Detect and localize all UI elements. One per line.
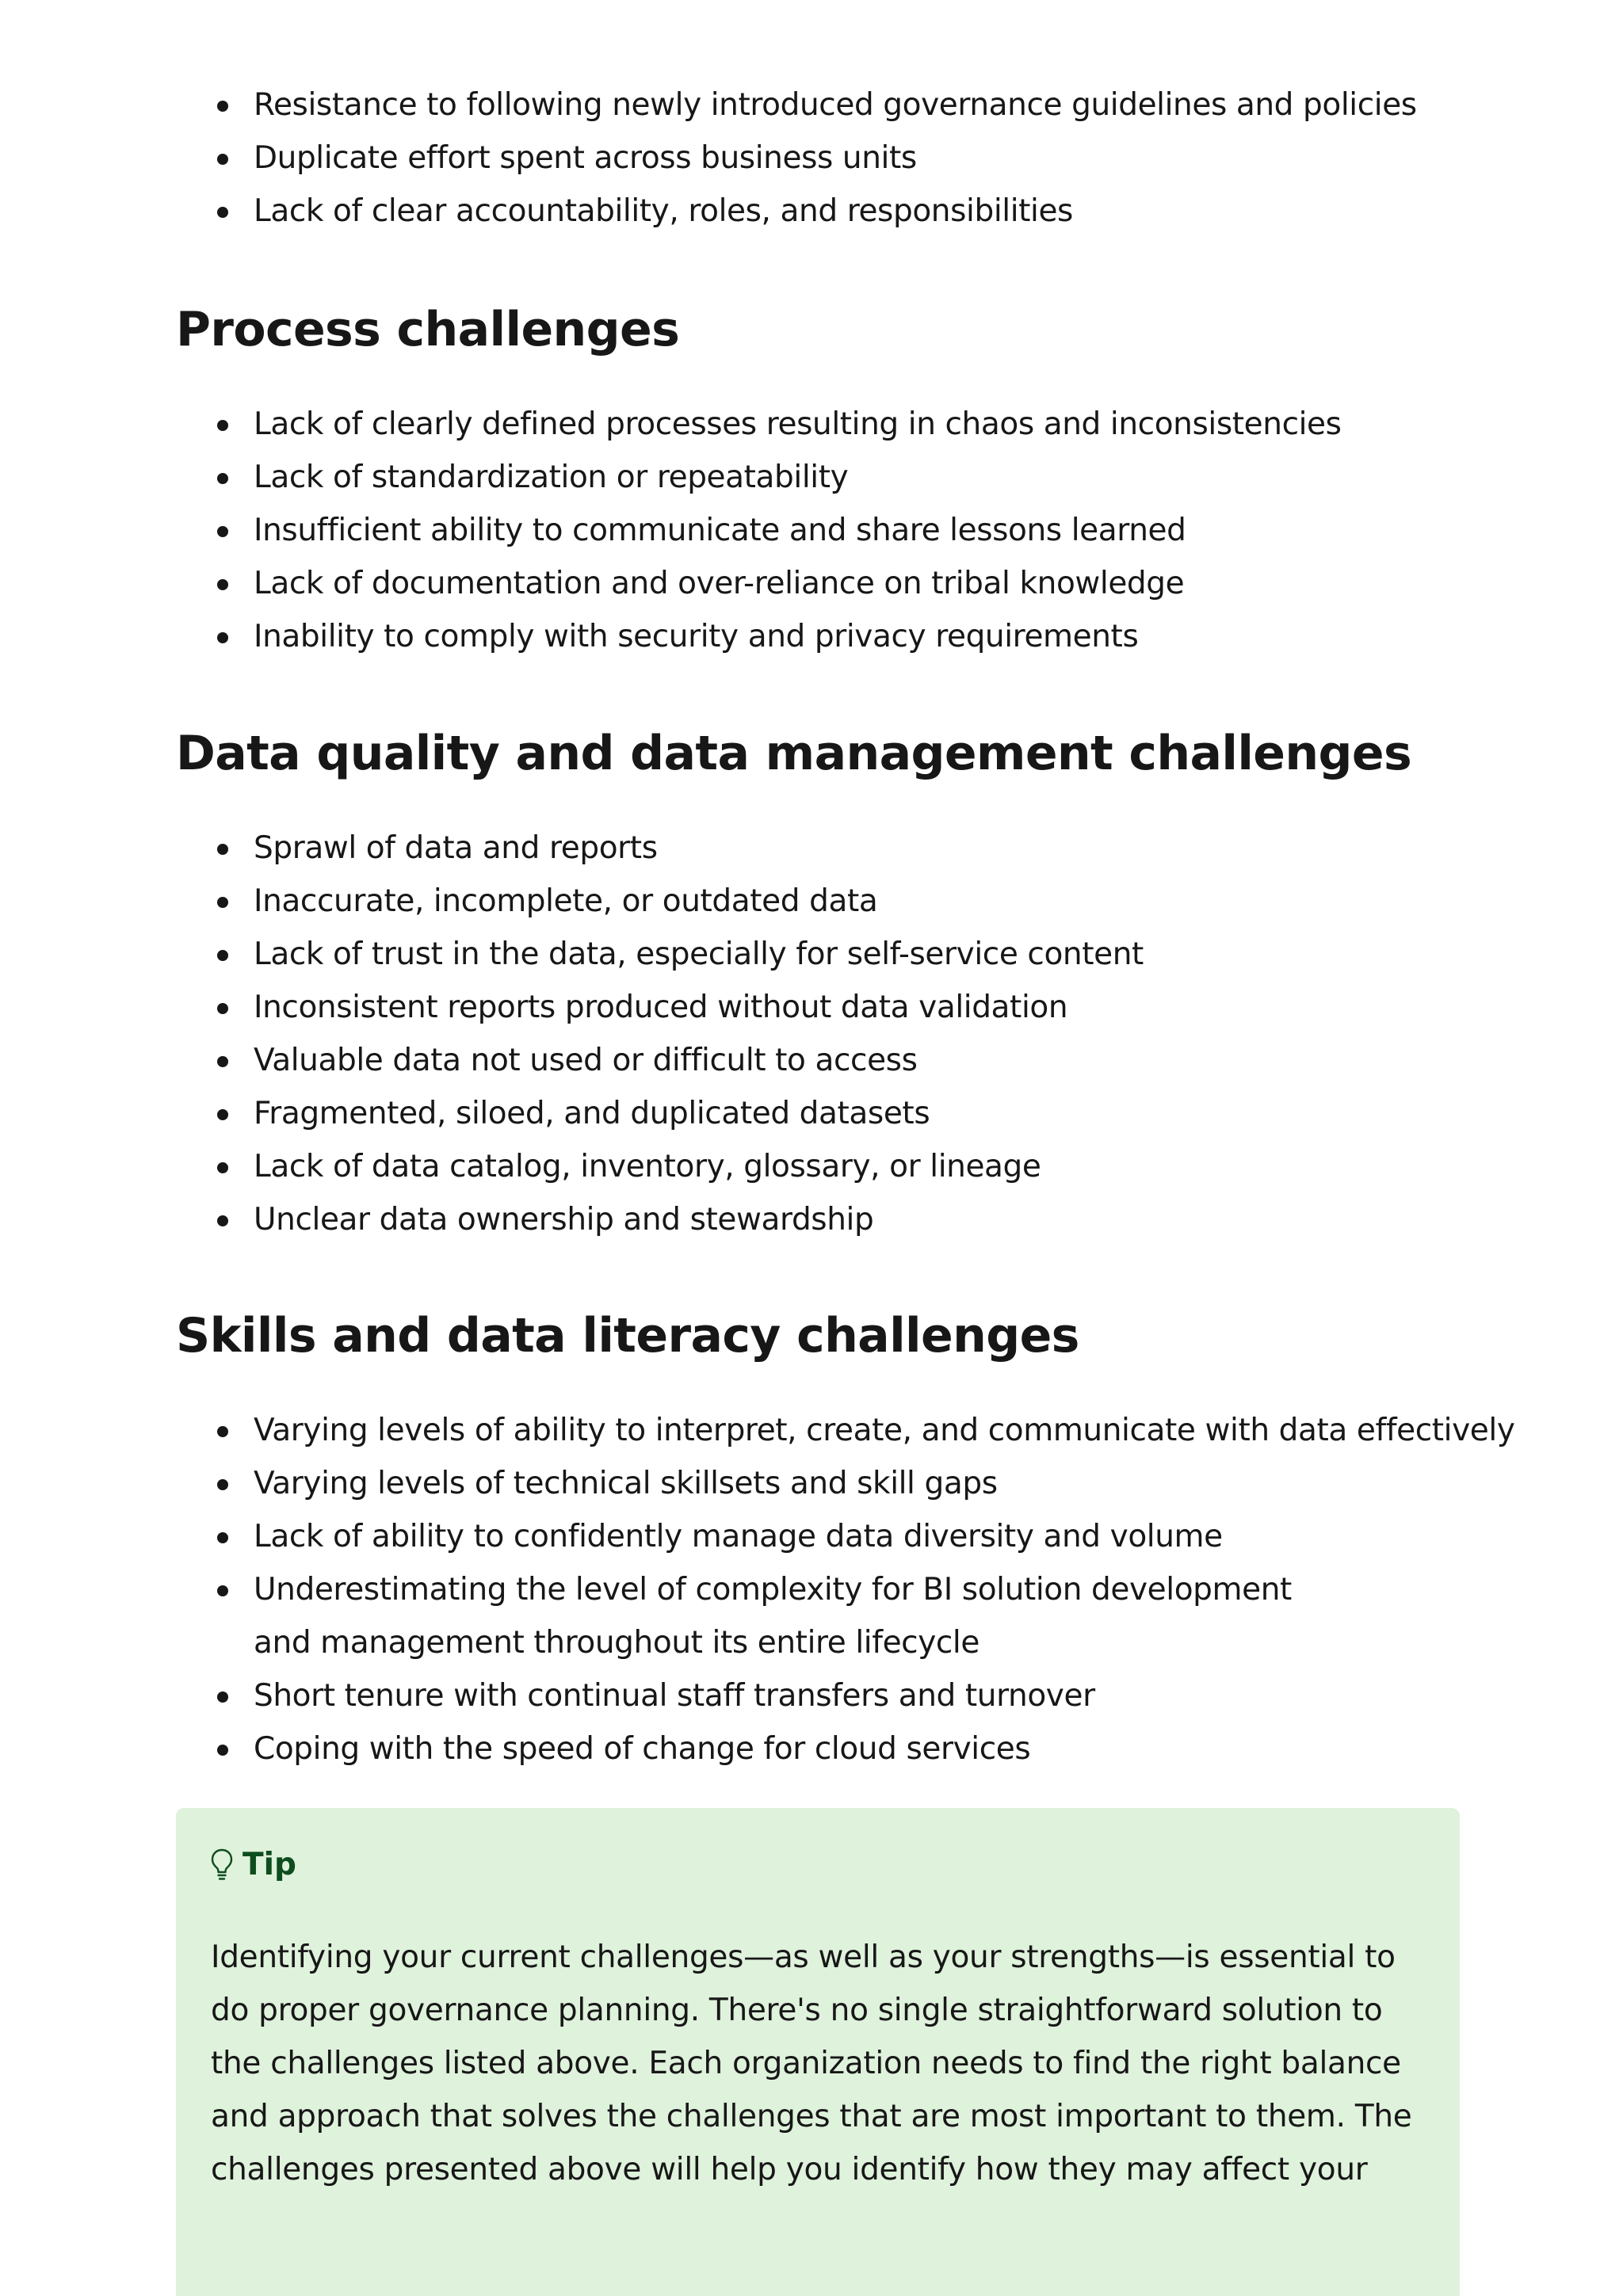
- list-item: Lack of clearly defined processes resulting in chaos and inconsistencies: [254, 398, 1460, 451]
- list-item: Inaccurate, incomplete, or outdated data: [254, 875, 1460, 928]
- list-item: Underestimating the level of complexity for BI solution development and management throughout its entire lifecycle: [254, 1563, 1474, 1669]
- data-quality-list: [176, 822, 1460, 1246]
- intro-list: [176, 78, 1460, 238]
- list-item: Duplicate effort spent across business units: [254, 132, 1460, 185]
- list-item: Unclear data ownership and stewardship: [254, 1193, 1460, 1246]
- list-item: Resistance to following newly introduced governance guidelines and policies: [254, 78, 1460, 132]
- list-item: Sprawl of data and reports: [254, 822, 1460, 875]
- process-list-block: [176, 398, 1460, 663]
- list-item: Insufficient ability to communicate and share lessons learned: [254, 504, 1460, 557]
- list-item: Fragmented, siloed, and duplicated datasets: [254, 1087, 1460, 1140]
- list-item: Lack of data catalog, inventory, glossary, or lineage: [254, 1140, 1460, 1193]
- list-item: Valuable data not used or difficult to access: [254, 1034, 1460, 1087]
- lightbulb-icon: [211, 1848, 233, 1882]
- list-item: Short tenure with continual staff transfers and turnover: [254, 1669, 1474, 1722]
- data-quality-list-block: [176, 822, 1460, 1246]
- list-item: Varying levels of ability to interpret, create, and communicate with data effectively: [254, 1404, 1474, 1457]
- intro-list-block: [176, 78, 1460, 238]
- section-heading-skills: Skills and data literacy challenges: [176, 1308, 1079, 1363]
- list-item: Inconsistent reports produced without data validation: [254, 981, 1460, 1034]
- tip-body: Identifying your current challenges—as well as your strengths—is essential to do proper governance planning. There's no single straightforward solution to the challenges listed above. Each organization needs to find the right balance and approach that solves the challenges that are most important to them. The challenges presented above will help you identify how they may affect your: [211, 1939, 1412, 2187]
- list-item: Varying levels of technical skillsets and skill gaps: [254, 1457, 1474, 1510]
- list-item: Lack of standardization or repeatability: [254, 451, 1460, 504]
- list-item: Lack of ability to confidently manage data diversity and volume: [254, 1510, 1474, 1563]
- skills-list: [176, 1404, 1515, 1775]
- list-item: Lack of documentation and over-reliance on tribal knowledge: [254, 557, 1460, 610]
- section-heading-process: Process challenges: [176, 302, 680, 357]
- tip-label: Tip: [242, 1847, 296, 1882]
- list-item: Lack of clear accountability, roles, and responsibilities: [254, 185, 1460, 238]
- section-heading-data-quality: Data quality and data management challenges: [176, 726, 1412, 781]
- list-item: Inability to comply with security and privacy requirements: [254, 610, 1460, 663]
- list-item: Coping with the speed of change for cloud services: [254, 1722, 1474, 1775]
- process-list: [176, 398, 1460, 663]
- list-item: Lack of trust in the data, especially for self-service content: [254, 928, 1460, 981]
- skills-list-block: [176, 1404, 1515, 1775]
- tip-header: [211, 1846, 296, 1884]
